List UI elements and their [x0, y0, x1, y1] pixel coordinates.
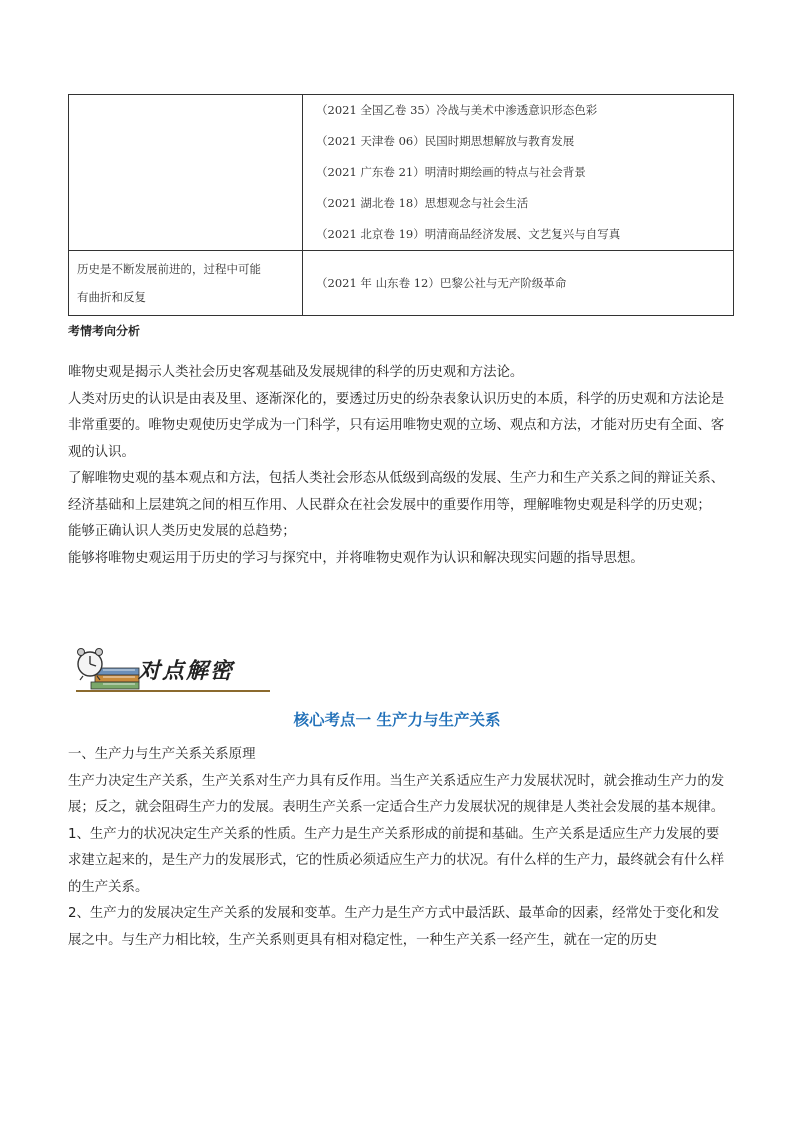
banner-title: 对点解密: [138, 658, 235, 684]
paragraph: 生产力决定生产关系，生产关系对生产力具有反作用。当生产关系适应生产力发展状况时，就会推动生产力的发展；反之，就会阻碍生产力的发展。表明生产关系一定适合生产力发展状况的规律是人类社会发展的基本规律。: [68, 773, 725, 815]
paragraph: 一、生产力与生产关系关系原理: [68, 747, 256, 762]
table-cell-topic: [69, 251, 303, 316]
topic-text-line: 有曲折和反复: [77, 290, 146, 304]
paragraph: 能够将唯物史观运用于历史的学习与探究中，并将唯物史观作为认识和解决现实问题的指导思想。: [68, 550, 644, 566]
paragraph: 2、生产力的发展决定生产关系的发展和变革。生产力是生产方式中最活跃、最革命的因素，经常处于变化和发展之中。与生产力相比较，生产关系则更具有相对稳定性，一种生产关系一经产生，就在一定的历史: [68, 906, 720, 948]
analysis-heading: 考情考向分析: [68, 324, 141, 338]
table-cell-topic: [69, 95, 303, 251]
exam-reference: （2021 年 山东卷 12）巴黎公社与无产阶级革命: [316, 275, 567, 290]
paragraph: 能够正确认识人类历史发展的总趋势；: [68, 524, 296, 539]
table-cell-refs: [303, 95, 734, 251]
section-title: 核心考点一 生产力与生产关系: [293, 711, 501, 729]
table-cell-refs: [303, 251, 734, 316]
paragraph: 唯物史观是揭示人类社会历史客观基础及发展规律的科学的历史观和方法论。: [68, 365, 524, 380]
exam-reference: （2021 北京卷 19）明清商品经济发展、文艺复兴与自写真: [316, 227, 621, 241]
section-body: [68, 742, 732, 954]
exam-reference-table: [68, 94, 734, 316]
paragraph: 了解唯物史观的基本观点和方法，包括人类社会形态从低级到高级的发展、生产力和生产关系之间的辩证关系、经济基础和上层建筑之间的相互作用、人民群众在社会发展中的重要作用等，理解唯物史观是科学的历史观；: [68, 471, 725, 513]
topic-text-line: 历史是不断发展前进的，过程中可能: [77, 262, 261, 276]
paragraph: 1、生产力的状况决定生产关系的性质。生产力是生产关系形成的前提和基础。生产关系是适应生产力发展的要求建立起来的，是生产力的发展形式，它的性质必须适应生产力的状况。有什么样的生产力，最终就会有什么样的生产关系。: [68, 826, 725, 895]
analysis-body: [68, 360, 732, 572]
paragraph: 人类对历史的认识是由表及里、逐渐深化的，要透过历史的纷杂表象认识历史的本质，科学的历史观和方法论是非常重要的。唯物史观使历史学成为一门科学，只有运用唯物史观的立场、观点和方法，才能对历史有全面、客观的认识。: [68, 391, 725, 460]
banner-underline: [76, 690, 270, 692]
exam-reference: （2021 天津卷 06）民国时期思想解放与教育发展: [316, 134, 575, 148]
table-row: [69, 95, 734, 251]
table-row: [69, 251, 734, 316]
exam-reference: （2021 全国乙卷 35）冷战与美术中渗透意识形态色彩: [316, 103, 598, 117]
exam-reference: （2021 广东卷 21）明清时期绘画的特点与社会背景: [316, 165, 586, 179]
exam-reference: （2021 湖北卷 18）思想观念与社会生活: [316, 196, 529, 210]
